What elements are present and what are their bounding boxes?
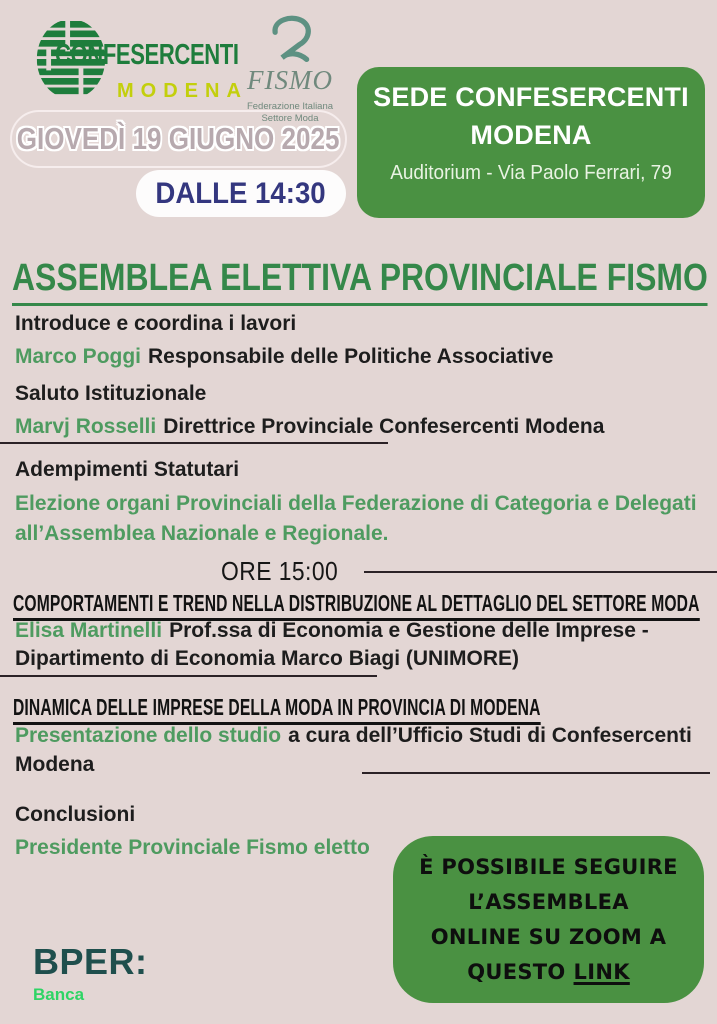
speaker-name: Marco Poggi — [15, 345, 142, 368]
bper-logo — [33, 941, 148, 1005]
date-badge — [10, 110, 347, 168]
notice-line3: ONLINE SU ZOOM A — [430, 925, 667, 949]
section-heading: Conclusioni — [15, 803, 136, 826]
talk2-lead: Presentazione dello studio — [15, 724, 282, 747]
venue-title-line1: SEDE CONFESERCENTI — [373, 82, 689, 112]
venue-title-line2: MODENA — [470, 120, 592, 150]
speaker-role: Direttrice Provinciale Confesercenti Modena — [163, 415, 605, 438]
venue-box — [357, 67, 705, 218]
fismo-subtitle-line2: Settore Moda — [261, 113, 319, 124]
talk2-heading: DINAMICA DELLE IMPRESE DELLA MODA IN PROVINCIA DI MODENA — [13, 694, 717, 725]
time-marker-line — [364, 571, 717, 573]
speaker-role: Responsabile delle Politiche Associative — [148, 345, 554, 368]
section-divider — [0, 675, 377, 677]
speaker-name: Marvj Rosselli — [15, 415, 157, 438]
section-detail: Elezione organi Provinciali della Federazione di Categoria e Delegati all’Assemblea Nazionale e Regionale. — [15, 492, 697, 545]
program-section-adempimenti — [15, 457, 709, 549]
notice-line4-prefix: QUESTO — [467, 960, 566, 984]
program-section-intro — [15, 311, 709, 371]
fismo-subtitle-line1: Federazione Italiana — [246, 101, 334, 112]
talk1-speaker-line — [15, 617, 705, 673]
section-heading: Adempimenti Statutari — [15, 458, 240, 481]
conclusions-speaker: Presidente Provinciale Fismo eletto — [15, 836, 370, 859]
notice-line2: L’ASSEMBLEA — [468, 890, 629, 914]
section-divider — [362, 772, 710, 774]
section-heading: Saluto Istituzionale — [15, 382, 207, 405]
time-marker: ORE 15:00 — [221, 556, 339, 586]
confesercenti-logo — [33, 13, 248, 113]
bper-subtitle: Banca — [33, 985, 85, 1004]
notice-line1: È POSSIBILE SEGUIRE — [419, 855, 678, 879]
speaker-name: Elisa Martinelli — [15, 619, 163, 642]
talk1-heading: COMPORTAMENTI E TREND NELLA DISTRIBUZIONE AL DETTAGLIO DEL SETTORE MODA — [13, 590, 717, 621]
zoom-link[interactable]: LINK — [573, 960, 630, 984]
program-section-saluto — [15, 381, 709, 441]
event-date: GIOVEDÌ 19 GIUGNO 2025 — [17, 121, 340, 156]
speaker-role: Prof.ssa di Economia e Gestione delle Imprese - Dipartimento di Economia Marco Biagi (UNIMORE) — [15, 619, 649, 670]
event-start-time: DALLE 14:30 — [155, 176, 327, 210]
page-title: ASSEMBLEA ELETTIVA PROVINCIALE FISMO — [12, 257, 717, 306]
confesercenti-city-label: MODENA — [117, 80, 248, 102]
fismo-swirl-icon — [263, 13, 317, 69]
section-heading: Introduce e coordina i lavori — [15, 312, 297, 335]
confesercenti-wordmark: CONFESERCENTI — [55, 39, 239, 71]
time-marker-row — [0, 556, 717, 587]
venue-address: Auditorium - Via Paolo Ferrari, 79 — [390, 162, 672, 184]
online-streaming-notice — [393, 836, 704, 1003]
bper-wordmark: BPER: — [33, 941, 148, 982]
fismo-wordmark: FISMO — [247, 65, 333, 95]
fismo-logo — [240, 13, 340, 125]
time-badge — [136, 170, 346, 217]
talk2-description — [15, 721, 705, 779]
talk2-rest: a cura dell’Ufficio Studi di Confesercenti Modena — [15, 724, 692, 776]
section-divider — [0, 442, 388, 444]
